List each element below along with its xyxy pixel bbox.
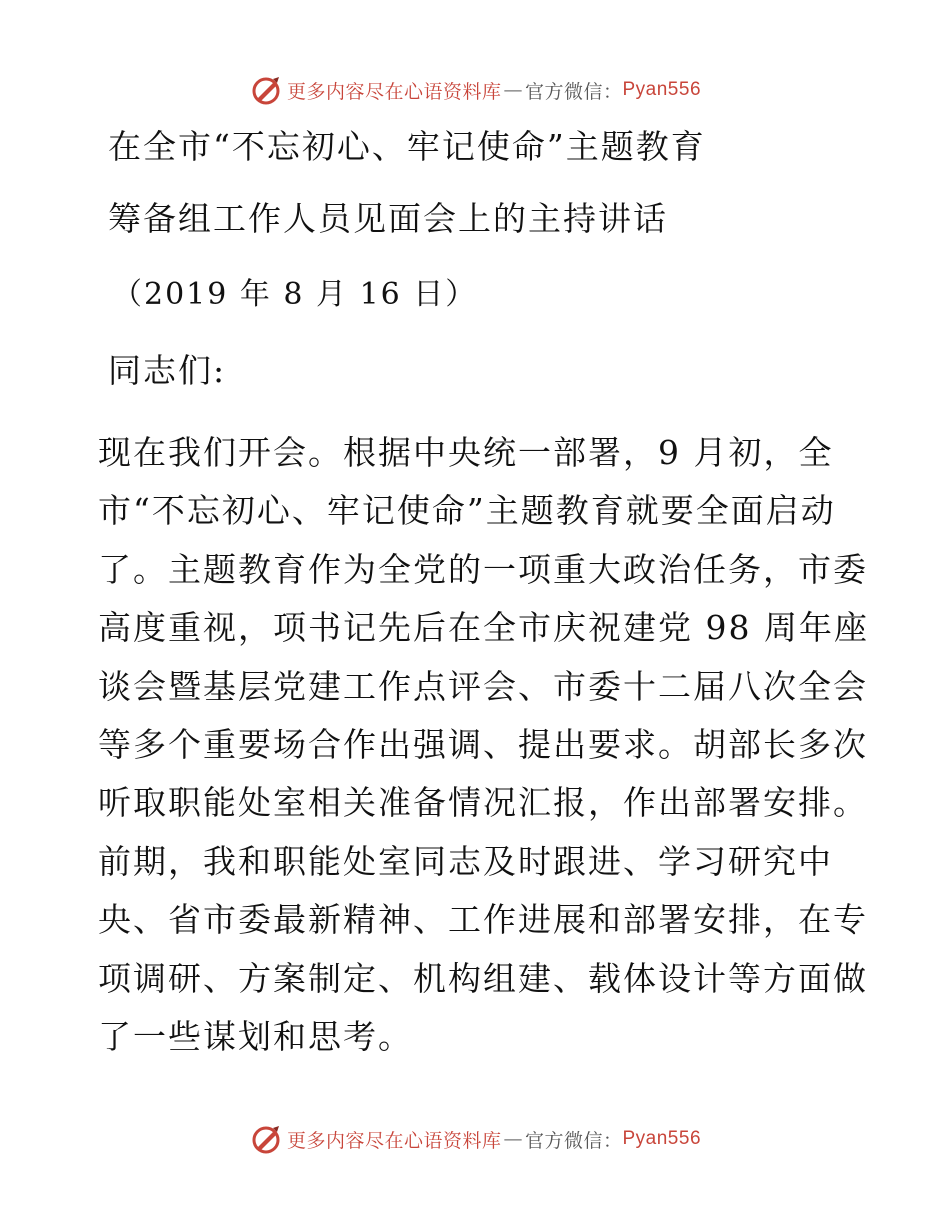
salutation: 同志们: [108,351,227,390]
watermark-header [0,70,950,110]
body-paragraph [98,424,869,1066]
paragraph-line: 谈会暨基层党建工作点评会、市委十二届八次全会 [98,666,868,706]
quill-logo-icon [249,1122,283,1156]
paragraph-line: 项调研、方案制定、机构组建、载体设计等方面做 [98,958,868,998]
quill-logo-icon [249,73,283,107]
paragraph-line: 听取职能处室相关准备情况汇报，作出部署安排。 [98,783,868,823]
paragraph-line: 等多个重要场合作出强调、提出要求。胡部长多次 [98,725,868,765]
watermark-separator: — [503,79,523,101]
watermark-separator: — [503,1128,523,1150]
watermark-wechat-id: Pyan556 [622,1128,702,1149]
watermark-wechat-id: Pyan556 [622,79,702,100]
paragraph-line: 前期，我和职能处室同志及时跟进、学习研究中 [98,841,833,881]
document-title-line-1: 在全市“不忘初心、牢记使命”主题教育 [108,127,706,166]
paragraph-line: 央、省市委最新精神、工作进展和部署安排，在专 [98,900,868,940]
document-date: （2019 年 8 月 16 日） [112,277,478,312]
watermark-footer [0,1119,950,1159]
paragraph-line: 了。主题教育作为全党的一项重大政治任务，市委 [98,549,868,589]
paragraph-line: 了一些谋划和思考。 [98,1017,413,1057]
watermark-title: 更多内容尽在心语资料库 [286,80,502,103]
watermark-wechat-label: 官方微信： [524,80,623,103]
watermark-title: 更多内容尽在心语资料库 [286,1129,502,1152]
paragraph-line: 市“不忘初心、牢记使命”主题教育就要全面启动 [98,491,836,531]
paragraph-line: 高度重视，项书记先后在全市庆祝建党 98 周年座 [98,608,869,648]
document-title-line-2: 筹备组工作人员见面会上的主持讲话 [108,199,668,238]
watermark-wechat-label: 官方微信： [524,1129,623,1152]
paragraph-line: 现在我们开会。根据中央统一部署，9 月初，全 [98,433,834,472]
